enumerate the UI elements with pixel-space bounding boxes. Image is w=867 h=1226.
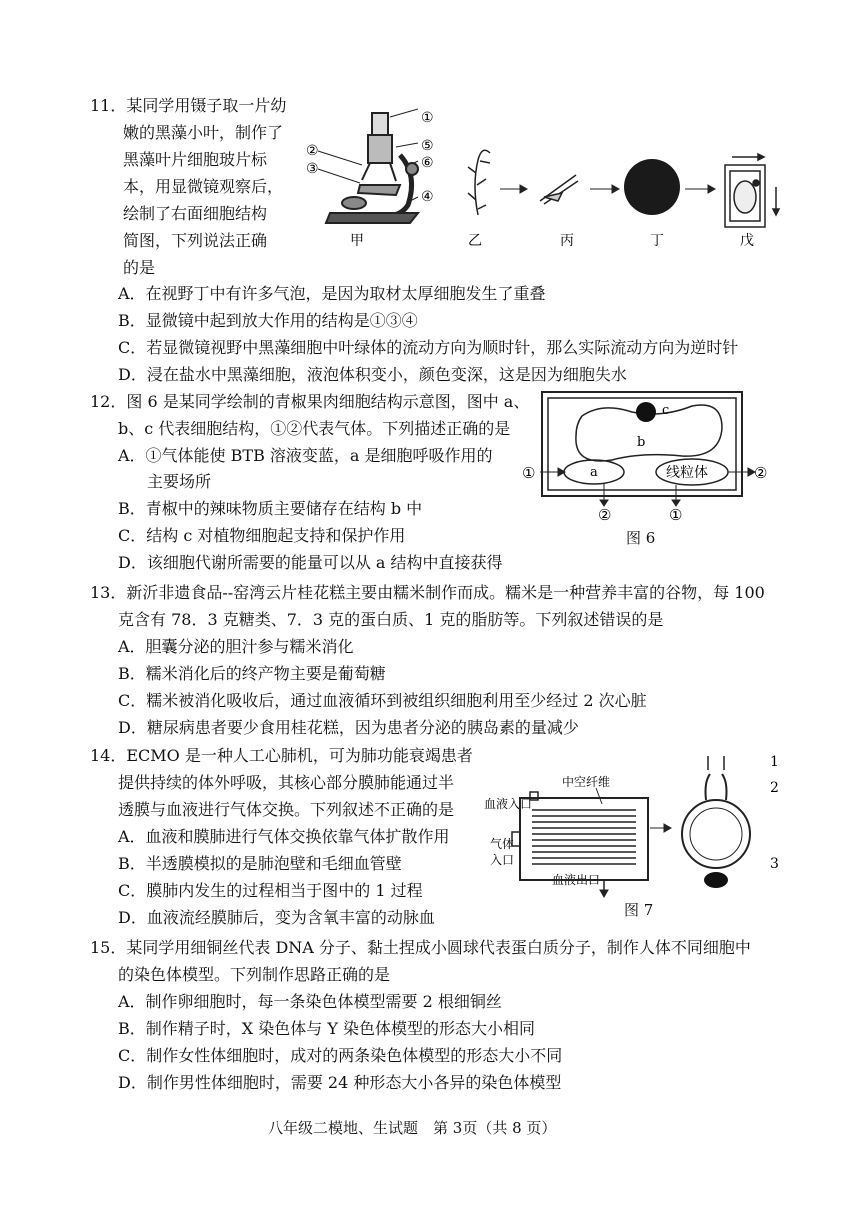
mark-5: ⑤	[421, 138, 434, 154]
gas-2-bottom: ②	[598, 506, 612, 523]
q14-option-c: C．膜肺内发生的过程相当于图中的 1 过程	[118, 881, 423, 900]
label-n2: 2	[770, 780, 779, 796]
q14-option-d: D．血液流经膜肺后，变为含氧丰富的动脉血	[118, 908, 435, 927]
q12-option-c: C．结构 c 对植物细胞起支持和保护作用	[118, 526, 406, 545]
q11-figure	[300, 105, 790, 255]
q15-option-d: D．制作男性体细胞时，需要 24 种形态大小各异的染色体模型	[118, 1073, 562, 1092]
label-yi: 乙	[468, 233, 482, 249]
gas-arrows	[540, 468, 755, 506]
q15-option-b: B．制作精子时，X 染色体与 Y 染色体模型的形态大小相同	[118, 1019, 535, 1038]
q11-option-a: A．在视野丁中有许多气泡，是因为取材太厚细胞发生了重叠	[118, 284, 546, 303]
q13-option-c: C．糯米被消化吸收后，通过血液循环到被组织细胞利用至少经过 2 次心脏	[118, 691, 647, 710]
q13-option-d: D．糖尿病患者要少食用桂花糕，因为患者分泌的胰岛素的量减少	[118, 718, 579, 737]
q15-option-c: C．制作女性体细胞时，成对的两条染色体模型的形态大小不同	[118, 1046, 563, 1065]
mark-3: ③	[306, 161, 319, 177]
gas-2-right: ②	[754, 464, 768, 482]
label-gas-in-1: 气体	[490, 837, 515, 851]
label-c: c	[662, 403, 670, 418]
label-a: a	[590, 465, 598, 480]
q12-line-2: b、c 代表细胞结构，①②代表气体。下列描述正确的是	[118, 419, 511, 438]
q11-line-2: 嫩的黑藻小叶，制作了	[123, 123, 284, 142]
microscope-drawing	[318, 109, 418, 223]
label-ding: 丁	[650, 233, 664, 249]
mark-1: ①	[421, 110, 434, 126]
q14-line-1: 14．ECMO 是一种人工心肺机，可为肺功能衰竭患者	[90, 746, 473, 765]
mark-2: ②	[306, 143, 319, 159]
q15-line-2: 的染色体模型。下列制作思路正确的是	[118, 965, 391, 984]
label-wu: 戊	[740, 233, 754, 249]
label-bing: 丙	[560, 233, 574, 249]
q11-line-6: 简图，下列说法正确	[123, 231, 268, 250]
label-fiber: 中空纤维	[562, 775, 611, 789]
label-blood-out: 血液出口	[552, 873, 601, 887]
mark-4: ④	[421, 189, 434, 205]
label-blood-in: 血液入口	[484, 797, 533, 811]
gas-1-bottom: ①	[669, 506, 683, 523]
q11-option-b: B．显微镜中起到放大作用的结构是①③④	[118, 311, 418, 330]
q11-line-1: 11．某同学用镊子取一片幼	[90, 96, 287, 115]
q13-line-2: 克含有 78．3 克糖类、7．3 克的蛋白质、1 克的脂肪等。下列叙述错误的是	[118, 610, 664, 629]
q12-line-1: 12．图 6 是某同学绘制的青椒果肉细胞结构示意图，图中 a、	[90, 392, 530, 411]
mark-6: ⑥	[421, 155, 434, 171]
gas-1-left: ①	[522, 464, 536, 482]
oxygenator-arrows	[600, 824, 671, 897]
figure-7-caption: 图 7	[624, 901, 654, 919]
label-n3: 3	[770, 856, 779, 872]
q11-line-7: 的是	[123, 258, 156, 277]
q13-line-1: 13．新沂非遗食品--窑湾云片桂花糕主要由糯米制作而成。糯米是一种营养丰富的谷物，每 100	[90, 583, 765, 602]
plant-drawing	[468, 150, 490, 215]
figure-6	[522, 388, 772, 523]
q14-option-a: A．血液和膜肺进行气体交换依靠气体扩散作用	[118, 827, 450, 846]
q11-option-d: D．浸在盐水中黑藻细胞，液泡体积变小，颜色变深，这是因为细胞失水	[118, 365, 627, 384]
q11-line-4: 本，用显微镜观察后，	[123, 177, 284, 196]
alveolus-drawing	[682, 756, 750, 868]
blood-cell	[704, 872, 728, 888]
forceps-drawing	[540, 175, 578, 204]
q11-line-5: 绘制了右面细胞结构	[123, 204, 268, 223]
figure-7	[484, 752, 784, 902]
page-footer: 八年级二模地、生试题 第 3页（共 8 页）	[268, 1119, 557, 1137]
q14-line-3: 透膜与血液进行气体交换。下列叙述不正确的是	[118, 800, 455, 819]
q12-option-a-cont: 主要场所	[147, 472, 212, 491]
q13-option-b: B．糯米消化后的终产物主要是葡萄糖	[118, 664, 386, 683]
figure-6-caption: 图 6	[626, 529, 656, 547]
q15-option-a: A．制作卵细胞时，每一条染色体模型需要 2 根细铜丝	[118, 992, 502, 1011]
q12-option-b: B．青椒中的辣味物质主要储存在结构 b 中	[118, 499, 423, 518]
q14-line-2: 提供持续的体外呼吸，其核心部分膜肺能通过半	[118, 773, 455, 792]
label-mito: 线粒体	[666, 465, 708, 481]
q13-option-a: A．胆囊分泌的胆汁参与糯米消化	[118, 637, 354, 656]
label-b: b	[637, 435, 646, 450]
label-jia: 甲	[350, 233, 364, 249]
label-n1: 1	[770, 754, 779, 770]
nucleus-c	[636, 402, 656, 422]
q12-option-a: A．①气体能使 BTB 溶液变蓝，a 是细胞呼吸作用的	[118, 446, 493, 465]
cell-drawing-wu	[725, 154, 779, 227]
q14-option-b: B．半透膜模拟的是肺泡壁和毛细血管壁	[118, 854, 402, 873]
q11-line-3: 黑藻叶片细胞玻片标	[123, 150, 268, 169]
flow-arrows	[500, 185, 715, 193]
q15-line-1: 15．某同学用细铜丝代表 DNA 分子、黏土捏成小圆球代表蛋白质分子，制作人体不同细胞中	[90, 938, 751, 957]
label-gas-in-2: 入口	[490, 853, 515, 867]
q11-option-c: C．若显微镜视野中黑藻细胞中叶绿体的流动方向为顺时针，那么实际流动方向为逆时针	[118, 338, 739, 357]
view-field-ding	[624, 159, 680, 215]
q12-option-d: D．该细胞代谢所需要的能量可以从 a 结构中直接获得	[118, 553, 503, 572]
